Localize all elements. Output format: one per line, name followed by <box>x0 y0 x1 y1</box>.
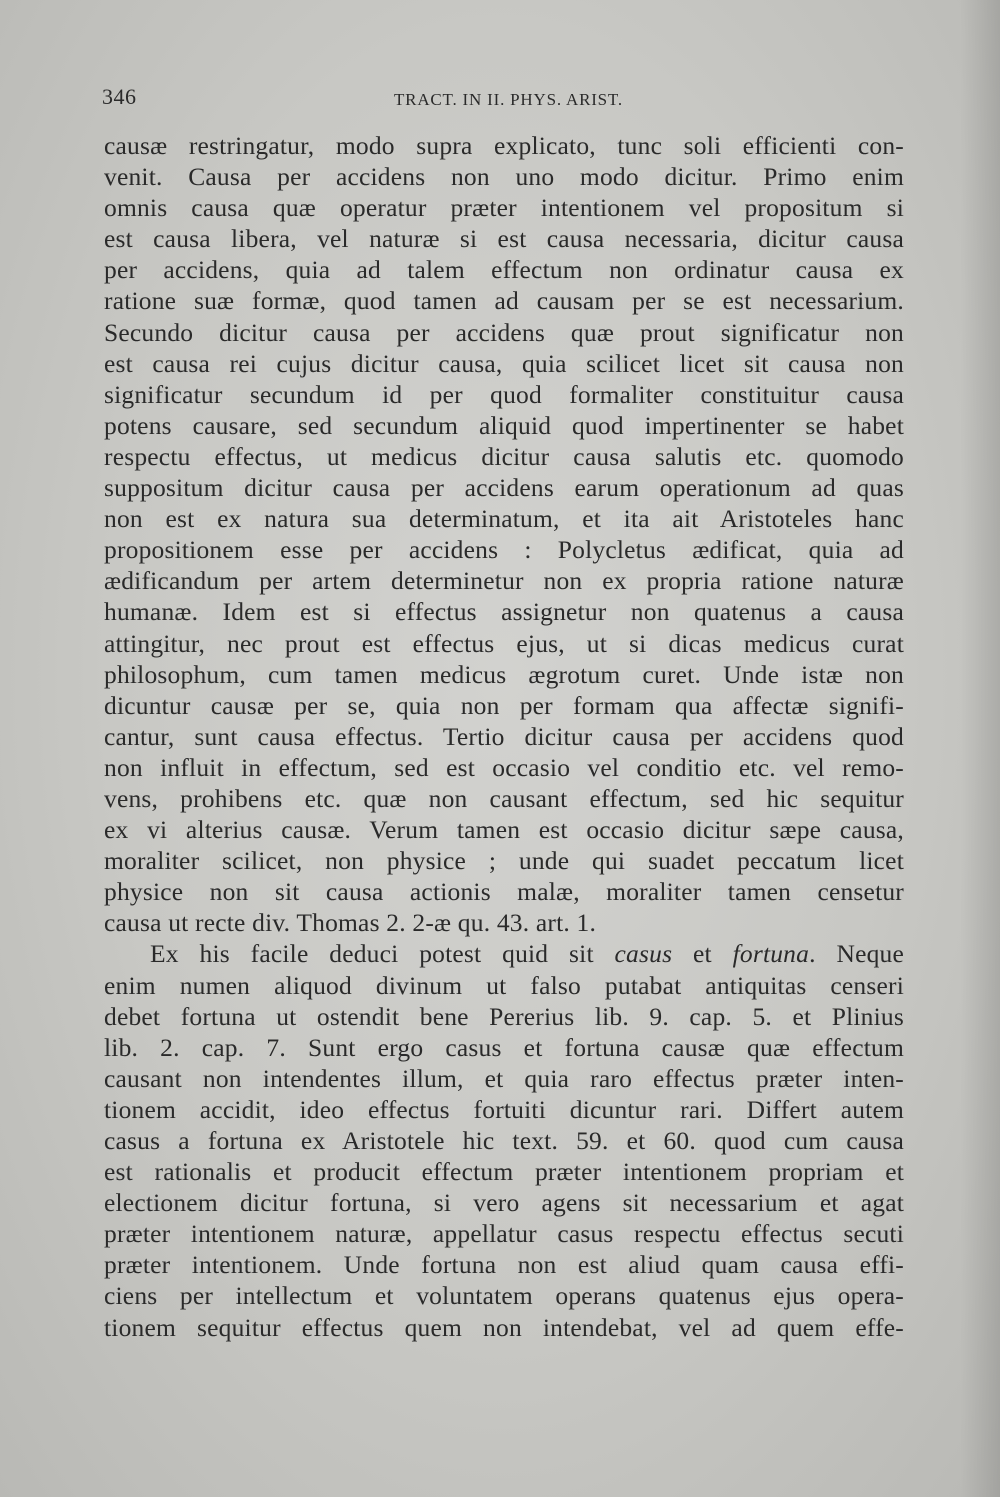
text-line: ciens per intellectum et voluntatem operans quatenus ejus opera- <box>104 1281 904 1311</box>
text-run: Ex his facile deduci potest quid sit <box>150 939 615 969</box>
text-line: casus a fortuna ex Aristotele hic text. 59. et 60. quod cum causa <box>104 1126 904 1155</box>
text-line: physice non sit causa actionis malæ, moraliter tamen censetur <box>104 877 904 907</box>
text-line: ædificandum per artem determinetur non ex propria ratione naturæ <box>104 566 904 596</box>
text-line: tionem accidit, ideo effectus fortuiti dicuntur rari. Differt autem <box>104 1094 904 1124</box>
italic-term-casus: casus <box>614 939 673 969</box>
text-line: est causa libera, vel naturæ si est causa necessaria, dicitur causa <box>104 224 904 254</box>
text-line: causæ restringatur, modo supra explicato, tunc soli efficienti con- <box>104 131 904 160</box>
text-line: suppositum dicitur causa per accidens earum operationum ad quas <box>104 473 904 503</box>
text-line: præter intentionem naturæ, appellatur casus respectu effectus secuti <box>104 1219 904 1249</box>
text-line: non est ex natura sua determinatum, et ita ait Aristoteles hanc <box>104 504 904 534</box>
text-line: respectu effectus, ut medicus dicitur causa salutis etc. quomodo <box>104 441 904 471</box>
text-line: lib. 2. cap. 7. Sunt ergo casus et fortuna causæ quæ effectum <box>104 1032 904 1062</box>
text-line: tionem sequitur effectus quem non intendebat, vel ad quem effe- <box>104 1312 904 1342</box>
text-line: electionem dicitur fortuna, si vero agens sit necessarium et agat <box>104 1188 904 1218</box>
text-line: humanæ. Idem est si effectus assignetur non quatenus a causa <box>104 597 904 627</box>
text-line: ratione suæ formæ, quod tamen ad causam per se est necessarium. <box>104 286 904 316</box>
paragraph-1 <box>104 130 904 938</box>
text-line: enim numen aliquod divinum ut falso putabat antiquitas censeri <box>104 970 904 1000</box>
text-line: significatur secundum id per quod formaliter constituitur causa <box>104 379 904 409</box>
text-line: per accidens, quia ad talem effectum non ordinatur causa ex <box>104 255 904 285</box>
text-line: omnis causa quæ operatur præter intentionem vel propositum si <box>104 193 904 223</box>
text-line: est causa rei cujus dicitur causa, quia scilicet licet sit causa non <box>104 348 904 378</box>
text-line: propositionem esse per accidens : Polycletus ædificat, quia ad <box>104 535 904 565</box>
text-line: causant non intendentes illum, et quia raro effectus præter inten- <box>104 1063 904 1093</box>
text-line: moraliter scilicet, non physice ; unde qui suadet peccatum licet <box>104 846 904 876</box>
text-line: dicuntur causæ per se, quia non per formam qua affectæ signifi- <box>104 690 904 720</box>
body-text <box>104 130 904 1343</box>
text-line-first <box>104 938 904 969</box>
running-head: TRACT. IN II. PHYS. ARIST. <box>394 90 623 109</box>
paragraph-2 <box>104 938 904 1342</box>
text-line: Secundo dicitur causa per accidens quæ prout significatur non <box>104 317 904 347</box>
text-run: . Neque <box>809 939 905 969</box>
text-line: venit. Causa per accidens non uno modo dicitur. Primo enim <box>104 162 904 192</box>
text-line: ex vi alterius causæ. Verum tamen est occasio dicitur sæpe causa, <box>104 815 904 845</box>
text-line: non influit in effectum, sed est occasio vel conditio etc. vel remo- <box>104 752 904 782</box>
text-line: vens, prohibens etc. quæ non causant effectum, sed hic sequitur <box>104 783 904 813</box>
page-number: 346 <box>102 84 137 109</box>
text-line: præter intentionem. Unde fortuna non est aliud quam causa effi- <box>104 1250 904 1280</box>
text-line: potens causare, sed secundum aliquid quod impertinenter se habet <box>104 410 904 440</box>
page-edge-shadow <box>960 0 1000 1497</box>
text-line: cantur, sunt causa effectus. Tertio dicitur causa per accidens quod <box>104 721 904 751</box>
text-run: et <box>672 939 733 969</box>
italic-term-fortuna: fortuna <box>732 939 810 969</box>
text-line: causa ut recte div. Thomas 2. 2-æ qu. 43. art. 1. <box>104 908 597 938</box>
text-line: debet fortuna ut ostendit bene Pererius lib. 9. cap. 5. et Plinius <box>104 1001 904 1031</box>
text-line: philosophum, cum tamen medicus ægrotum curet. Unde istæ non <box>104 659 904 689</box>
text-line: attingitur, nec prout est effectus ejus, ut si dicas medicus curat <box>104 628 904 658</box>
text-line: est rationalis et producit effectum præter intentionem propriam et <box>104 1157 904 1187</box>
